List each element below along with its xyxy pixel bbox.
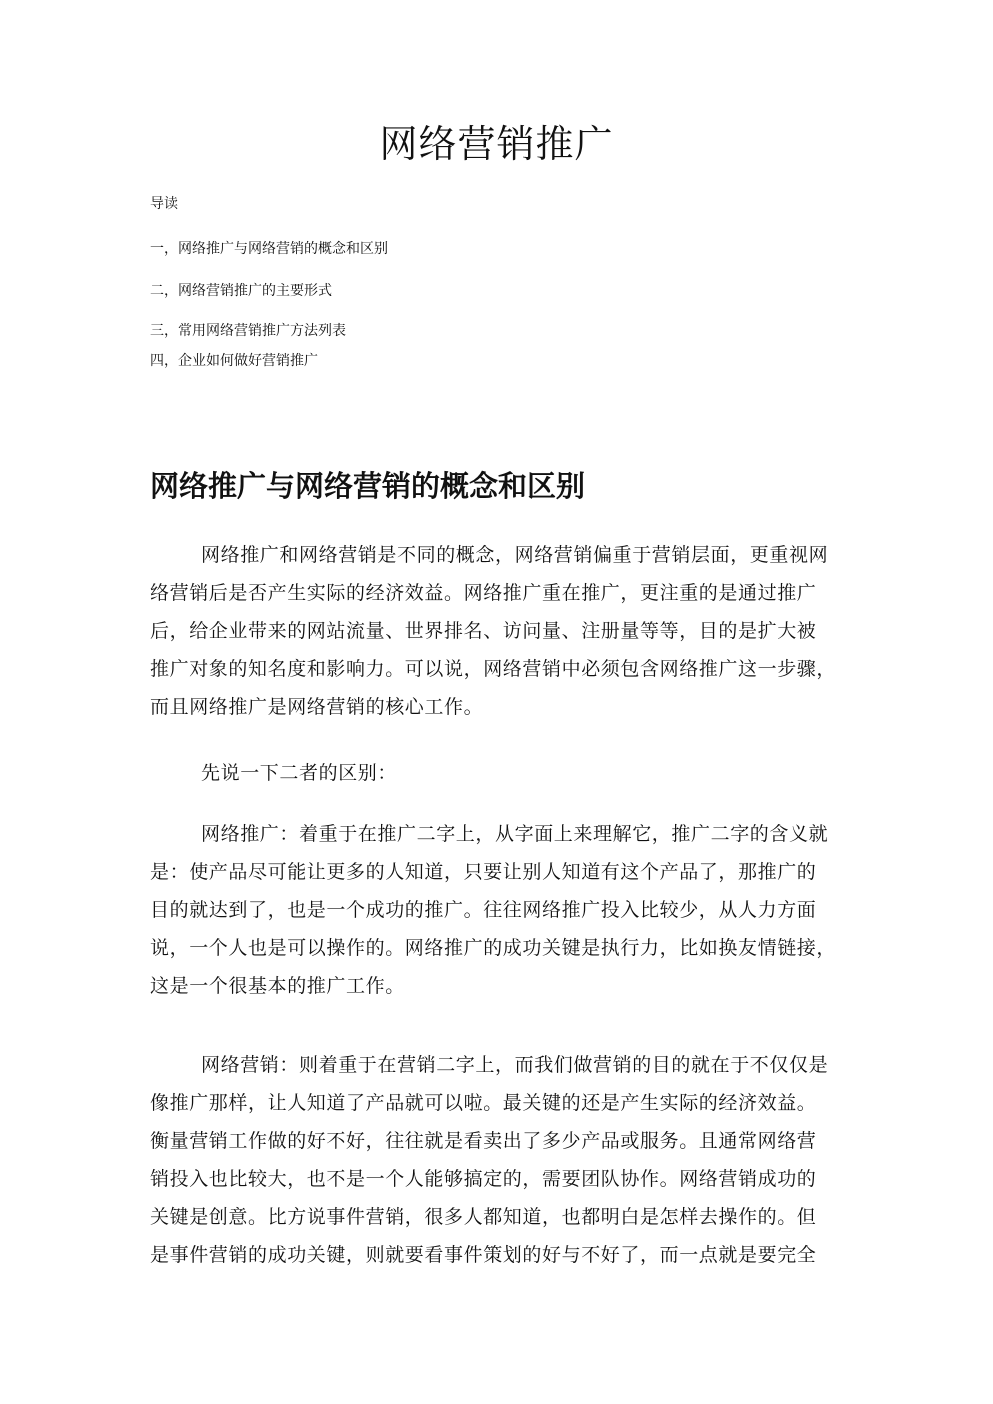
paragraph-line: 推广对象的知名度和影响力。可以说，网络营销中必须包含网络推广这一步骤， — [150, 658, 837, 680]
toc-heading: 导读 — [150, 196, 178, 212]
paragraph-line: 络营销后是否产生实际的经济效益。网络推广重在推广，更注重的是通过推广 — [150, 582, 817, 604]
paragraph-line: 衡量营销工作做的好不好，往往就是看卖出了多少产品或服务。且通常网络营 — [150, 1130, 817, 1152]
paragraph-line: 关键是创意。比方说事件营销，很多人都知道，也都明白是怎样去操作的。但 — [150, 1206, 817, 1228]
paragraph-line: 目的就达到了，也是一个成功的推广。往往网络推广投入比较少，从人力方面 — [150, 899, 817, 921]
toc-item: 三，常用网络营销推广方法列表 — [150, 323, 346, 339]
body-paragraph — [150, 754, 840, 792]
section-heading: 网络推广与网络营销的概念和区别 — [150, 469, 586, 503]
paragraph-line: 这是一个很基本的推广工作。 — [150, 975, 405, 997]
toc-item: 一，网络推广与网络营销的概念和区别 — [150, 241, 388, 257]
body-paragraph — [150, 536, 840, 726]
document-title: 网络营销推广 — [379, 122, 614, 166]
paragraph-line: 后，给企业带来的网站流量、世界排名、访问量、注册量等等，目的是扩大被 — [150, 620, 817, 642]
paragraph-line: 而且网络推广是网络营销的核心工作。 — [150, 696, 484, 718]
toc-item: 四，企业如何做好营销推广 — [150, 353, 318, 369]
body-paragraph — [150, 815, 840, 1005]
toc-item: 二，网络营销推广的主要形式 — [150, 283, 332, 299]
paragraph-line: 是：使产品尽可能让更多的人知道，只要让别人知道有这个产品了，那推广的 — [150, 861, 817, 883]
paragraph-line: 说，一个人也是可以操作的。网络推广的成功关键是执行力，比如换友情链接， — [150, 937, 837, 959]
paragraph-line: 是事件营销的成功关键，则就要看事件策划的好与不好了，而一点就是要完全 — [150, 1244, 817, 1266]
paragraph-line: 先说一下二者的区别： — [201, 762, 398, 784]
paragraph-line: 销投入也比较大，也不是一个人能够搞定的，需要团队协作。网络营销成功的 — [150, 1168, 817, 1190]
paragraph-line: 网络推广和网络营销是不同的概念，网络营销偏重于营销层面，更重视网 — [201, 544, 829, 566]
paragraph-line: 像推广那样，让人知道了产品就可以啦。最关键的还是产生实际的经济效益。 — [150, 1092, 817, 1114]
paragraph-line: 网络营销：则着重于在营销二字上，而我们做营销的目的就在于不仅仅是 — [201, 1054, 829, 1076]
body-paragraph — [150, 1046, 840, 1274]
paragraph-line: 网络推广：着重于在推广二字上，从字面上来理解它，推广二字的含义就 — [201, 823, 829, 845]
